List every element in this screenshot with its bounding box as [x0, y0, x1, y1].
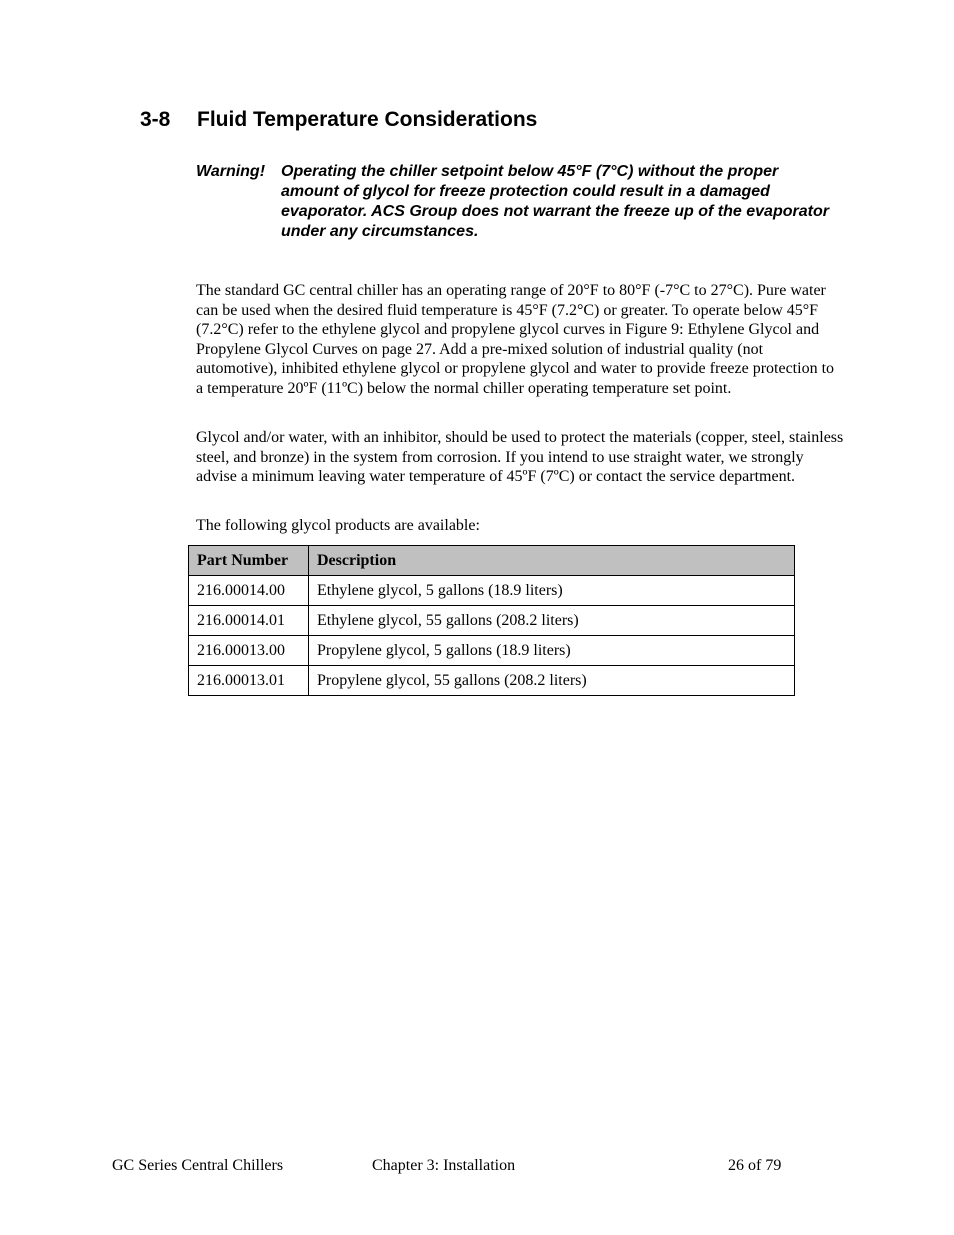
- section-heading: [140, 108, 537, 132]
- part-number-cell: 216.00014.01: [189, 606, 309, 636]
- footer-chapter: Chapter 3: Installation: [372, 1157, 516, 1174]
- description-cell: Propylene glycol, 55 gallons (208.2 liters): [309, 666, 795, 696]
- paragraph-glycol-inhibitor: Glycol and/or water, with an inhibitor, should be used to protect the materials (copper, steel, stainless steel, and bronze) in the system from corrosion. If you intend to use straight water, we strongly advise a minimum leaving water temperature of 45ºF (7ºC) or contact the service department.: [196, 429, 844, 486]
- table-row: [189, 636, 795, 666]
- section-title: Fluid Temperature Considerations: [197, 108, 538, 131]
- table-header-row: [189, 546, 795, 576]
- part-number-cell: 216.00013.00: [189, 636, 309, 666]
- header-part-number: Part Number: [189, 546, 309, 576]
- warning-label: Warning!: [196, 163, 266, 180]
- part-number-cell: 216.00013.01: [189, 666, 309, 696]
- footer-manual-title: GC Series Central Chillers: [112, 1157, 284, 1174]
- warning-text: Operating the chiller setpoint below 45°F (7°C) without the proper amount of glycol for freeze protection could result in a damaged evaporator. ACS Group does not warrant the freeze up of the evaporator under any circumstances.: [281, 163, 829, 240]
- table-row: [189, 606, 795, 636]
- paragraph-operating-range: The standard GC central chiller has an operating range of 20°F to 80°F (-7°C to 27°C). Pure water can be used when the desired fluid temperature is 45°F (7.2°C) or greater. To operate below 45°F (7.2°C) refer to the ethylene glycol and propylene glycol curves in Figure 9: Ethylene Glycol and Propylene Glycol Curves on page 27. Add a pre-mixed solution of industrial quality (not automotive), inhibited ethylene glycol or propylene glycol and water to provide freeze protection to a temperature 20ºF (11ºC) below the normal chiller operating temperature set point.: [196, 282, 835, 397]
- description-cell: Propylene glycol, 5 gallons (18.9 liters): [309, 636, 795, 666]
- footer-page-number: 26 of 79: [728, 1157, 782, 1174]
- description-cell: Ethylene glycol, 5 gallons (18.9 liters): [309, 576, 795, 606]
- header-description: Description: [309, 546, 795, 576]
- warning-block: [196, 162, 836, 242]
- description-cell: Ethylene glycol, 55 gallons (208.2 liters): [309, 606, 795, 636]
- paragraph-products-intro: The following glycol products are available:: [196, 517, 480, 534]
- part-number-cell: 216.00014.00: [189, 576, 309, 606]
- glycol-products-table: [188, 545, 795, 696]
- table-row: [189, 666, 795, 696]
- table-row: [189, 576, 795, 606]
- section-number: 3-8: [140, 108, 171, 131]
